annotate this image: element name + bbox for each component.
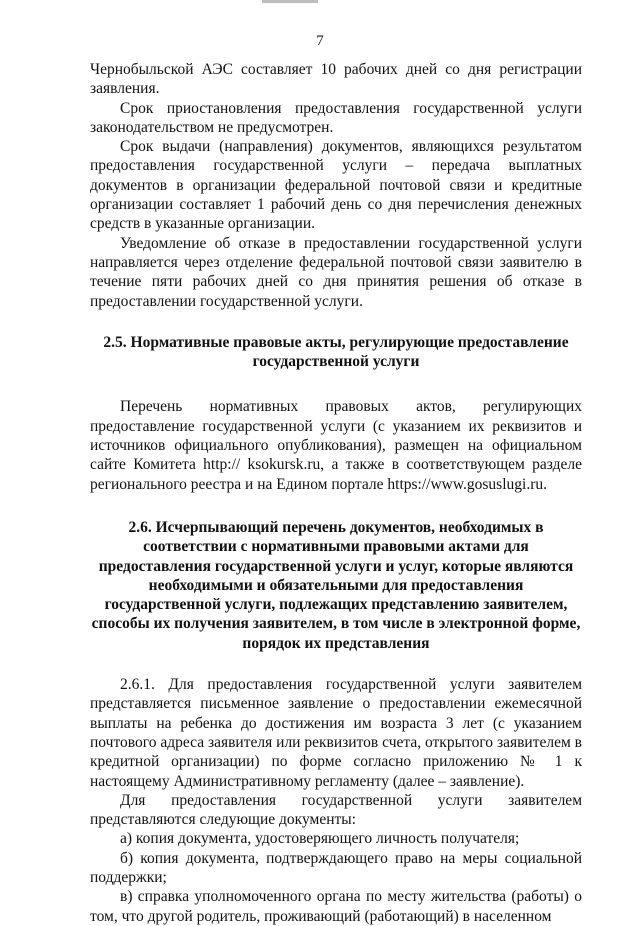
page-number: 7 (316, 33, 324, 49)
documents-intro-paragraph: Для предоставления государственной услуги заявителем представляются следующие документы: (90, 791, 582, 829)
paragraph-continuation: Чернобыльской АЭС составляет 10 рабочих дней со дня регистрации заявления. (90, 61, 582, 98)
paragraph-suspension-term: Срок приостановления предоставления государственной услуги законодательством не предусмотрен. (90, 99, 582, 136)
paragraph-issue-term: Срок выдачи (направления) документов, являющихся результатом предоставления государственной услуги – передача выплатных документов в организации федеральной почтовой связи и кредитные организации составляет 1 рабочий день со дня перечисления денежных средств в указанные организации. (90, 138, 582, 233)
list-item-b: б) копия документа, подтверждающего право на меры социальной поддержки; (90, 849, 582, 886)
list-item-c: в) справка уполномоченного органа по месту жительства (работы) о том, что другой родитель, проживающий (работающий) в населенном (90, 888, 582, 925)
section-2-5-text: Перечень нормативных правовых актов, регулирующих предоставление государственной услуги (с указанием их реквизитов и источников официального опубликования), размещен на официальном сайте Комитета http:// ksokursk.ru, а также в соответствующем разделе регионального реестра и на Едином портале https://www.gosuslugi.ru. (90, 398, 582, 493)
paragraph-refusal-notice: Уведомление об отказе в предоставлении государственной услуги направляется через отделение федеральной почтовой связи заявителю в течение пяти рабочих дней со дня принятия решения об отказе в предоставлении государственной услуги. (90, 234, 582, 310)
scan-artifact-mark (262, 0, 318, 3)
document-body (90, 60, 582, 926)
section-2-5-heading: 2.5. Нормативные правовые акты, регулирующие предоставление государственной услуги (103, 333, 569, 371)
list-item-a: а) копия документа, удостоверяющего личность получателя; (120, 830, 520, 848)
section-2-6-heading: 2.6. Исчерпывающий перечень документов, необходимых в соответствии с нормативными правовыми актами для предоставления государственной услуги и услуг, которые являются необходимыми и обязательными для предоставления государственной услуги, подлежащих представлению заявителем, способы их получения заявителем, в том числе в электронной форме, порядок их представления (91, 518, 581, 652)
section-2-6-1-paragraph: 2.6.1. Для предоставления государственной услуги заявителем представляется письменное заявление о предоставлении ежемесячной выплаты на ребенка до достижения им возраста 3 лет (с указанием почтового адреса заявителя или реквизитов счета, открытого заявителем в кредитной организации) по форме согласно приложению № 1 к настоящему Административному регламенту (далее – заявление). (90, 676, 582, 790)
